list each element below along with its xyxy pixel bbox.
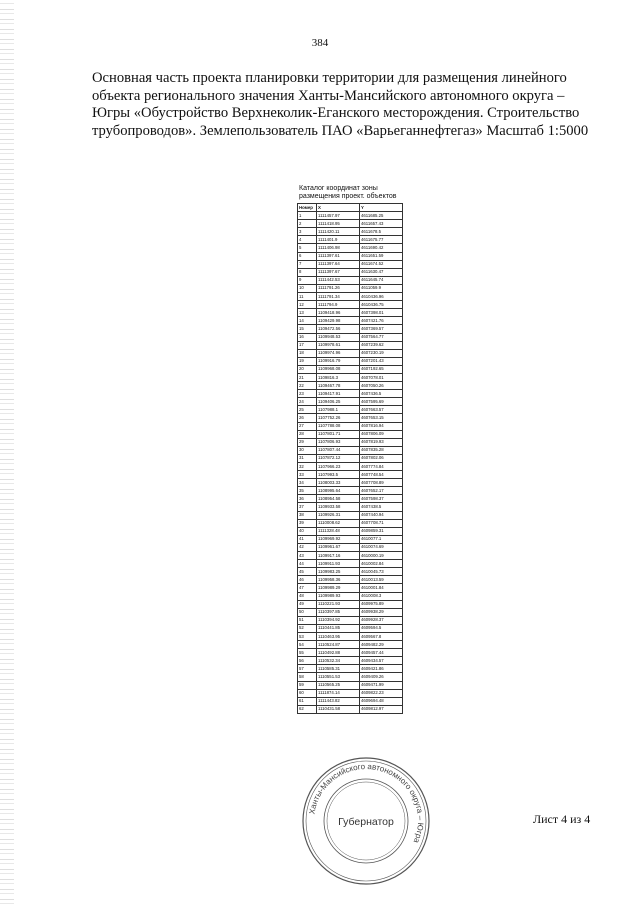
cell-number: 14 bbox=[298, 317, 317, 325]
cell-y: 4607564.77 bbox=[360, 333, 403, 341]
cell-number: 23 bbox=[298, 390, 317, 398]
table-row bbox=[298, 357, 403, 365]
cell-x: 1109418.96 bbox=[317, 309, 360, 317]
table-row bbox=[298, 463, 403, 471]
cell-number: 25 bbox=[298, 406, 317, 414]
sheet-number-label: Лист 4 из 4 bbox=[533, 812, 591, 826]
cell-x: 1109948.53 bbox=[317, 333, 360, 341]
table-row bbox=[298, 301, 403, 309]
cell-x: 1110394.92 bbox=[317, 616, 360, 624]
cell-number: 19 bbox=[298, 357, 317, 365]
cell-number: 30 bbox=[298, 446, 317, 454]
cell-y: 4611685.25 bbox=[360, 212, 403, 220]
cell-x: 1111397.64 bbox=[317, 260, 360, 268]
table-row bbox=[298, 608, 403, 616]
table-row bbox=[298, 616, 403, 624]
cell-y: 4610013.59 bbox=[360, 576, 403, 584]
table-row bbox=[298, 503, 403, 511]
table-row bbox=[298, 398, 403, 406]
cell-y: 4609482.29 bbox=[360, 641, 403, 649]
cell-y: 4609975.89 bbox=[360, 600, 403, 608]
cell-x: 1111791.34 bbox=[317, 293, 360, 301]
cell-number: 48 bbox=[298, 592, 317, 600]
cell-number: 55 bbox=[298, 649, 317, 657]
cell-x: 1109974.96 bbox=[317, 349, 360, 357]
cell-y: 4607421.76 bbox=[360, 317, 403, 325]
table-row bbox=[298, 600, 403, 608]
cell-number: 9 bbox=[298, 276, 317, 284]
scan-edge-artifact bbox=[0, 0, 14, 905]
coordinate-catalog bbox=[297, 185, 403, 714]
table-row bbox=[298, 406, 403, 414]
coordinates-table bbox=[297, 203, 403, 714]
table-row bbox=[298, 657, 403, 665]
cell-x: 1111406.98 bbox=[317, 244, 360, 252]
cell-x: 1108995.64 bbox=[317, 487, 360, 495]
table-row bbox=[298, 495, 403, 503]
cell-number: 38 bbox=[298, 511, 317, 519]
table-row bbox=[298, 649, 403, 657]
cell-x: 1109406.25 bbox=[317, 398, 360, 406]
cell-x: 1109989.93 bbox=[317, 592, 360, 600]
cell-x: 1107752.26 bbox=[317, 414, 360, 422]
cell-x: 1109472.56 bbox=[317, 325, 360, 333]
cell-y: 4610074.69 bbox=[360, 543, 403, 551]
cell-x: 1111794.9 bbox=[317, 301, 360, 309]
cell-x: 1109961.67 bbox=[317, 543, 360, 551]
cell-number: 29 bbox=[298, 438, 317, 446]
cell-y: 4610008.3 bbox=[360, 592, 403, 600]
cell-x: 1111401.9 bbox=[317, 236, 360, 244]
cell-x: 1109933.58 bbox=[317, 503, 360, 511]
cell-x: 1109978.61 bbox=[317, 341, 360, 349]
cell-number: 27 bbox=[298, 422, 317, 430]
table-row bbox=[298, 454, 403, 462]
cell-number: 46 bbox=[298, 576, 317, 584]
cell-y: 4607708.71 bbox=[360, 519, 403, 527]
column-header-x: X bbox=[317, 204, 360, 212]
cell-y: 4611645.74 bbox=[360, 276, 403, 284]
cell-y: 4607802.06 bbox=[360, 454, 403, 462]
cell-y: 4607595.69 bbox=[360, 398, 403, 406]
table-row bbox=[298, 252, 403, 260]
cell-y: 4609434.57 bbox=[360, 657, 403, 665]
cell-y: 4611657.43 bbox=[360, 220, 403, 228]
catalog-title-line-2: размещения проект. объектов bbox=[299, 193, 397, 200]
table-row bbox=[298, 552, 403, 560]
cell-y: 4607652.17 bbox=[360, 487, 403, 495]
page-number: 384 bbox=[311, 37, 329, 49]
table-row bbox=[298, 479, 403, 487]
table-row bbox=[298, 689, 403, 697]
cell-number: 1 bbox=[298, 212, 317, 220]
cell-number: 44 bbox=[298, 560, 317, 568]
cell-x: 1107966.23 bbox=[317, 463, 360, 471]
cell-number: 41 bbox=[298, 535, 317, 543]
cell-number: 24 bbox=[298, 398, 317, 406]
table-header-row bbox=[298, 204, 403, 212]
cell-y: 4611059.9 bbox=[360, 284, 403, 292]
cell-number: 40 bbox=[298, 527, 317, 535]
document-heading: Основная часть проекта планировки территории для размещения линейного объекта регионального значения Ханты-Мансийского автономного округа – Югры «Обустройство Верхнеколик-Еганского месторождения. Строительство трубопроводов». Землепользователь ПАО «Варьеганнефтегаз» Масштаб 1:5000 bbox=[92, 70, 589, 139]
table-row bbox=[298, 576, 403, 584]
cell-x: 1111457.97 bbox=[317, 212, 360, 220]
table-row bbox=[298, 341, 403, 349]
governor-seal-stamp bbox=[300, 755, 432, 887]
cell-y: 4610436.75 bbox=[360, 301, 403, 309]
table-row bbox=[298, 641, 403, 649]
cell-x: 1110397.85 bbox=[317, 608, 360, 616]
table-row bbox=[298, 293, 403, 301]
cell-number: 21 bbox=[298, 373, 317, 381]
cell-y: 4607438.5 bbox=[360, 503, 403, 511]
cell-number: 43 bbox=[298, 552, 317, 560]
cell-number: 5 bbox=[298, 244, 317, 252]
cell-x: 1111397.61 bbox=[317, 252, 360, 260]
cell-number: 56 bbox=[298, 657, 317, 665]
table-row bbox=[298, 697, 403, 705]
seal-center-text: Губернатор bbox=[338, 816, 394, 828]
cell-x: 1109983.25 bbox=[317, 568, 360, 576]
cell-y: 4610045.73 bbox=[360, 568, 403, 576]
coordinates-table-body bbox=[298, 212, 403, 714]
cell-x: 1110532.34 bbox=[317, 657, 360, 665]
cell-x: 1109417.91 bbox=[317, 390, 360, 398]
cell-y: 4607201.43 bbox=[360, 357, 403, 365]
cell-y: 4607806.09 bbox=[360, 430, 403, 438]
cell-y: 4609594.5 bbox=[360, 624, 403, 632]
cell-x: 1109958.36 bbox=[317, 576, 360, 584]
cell-number: 22 bbox=[298, 382, 317, 390]
cell-x: 1107806.93 bbox=[317, 438, 360, 446]
cell-number: 15 bbox=[298, 325, 317, 333]
table-row bbox=[298, 487, 403, 495]
cell-number: 33 bbox=[298, 471, 317, 479]
cell-y: 4609938.29 bbox=[360, 608, 403, 616]
cell-y: 4607440.94 bbox=[360, 511, 403, 519]
cell-y: 4607708.89 bbox=[360, 479, 403, 487]
cell-y: 4609471.99 bbox=[360, 681, 403, 689]
table-row bbox=[298, 317, 403, 325]
cell-number: 52 bbox=[298, 624, 317, 632]
column-header-y: Y bbox=[360, 204, 403, 212]
cell-x: 1110008.62 bbox=[317, 519, 360, 527]
cell-y: 4607663.57 bbox=[360, 406, 403, 414]
cell-x: 1110431.58 bbox=[317, 705, 360, 713]
cell-y: 4607598.37 bbox=[360, 495, 403, 503]
cell-number: 53 bbox=[298, 632, 317, 640]
table-row bbox=[298, 284, 403, 292]
table-row bbox=[298, 382, 403, 390]
cell-y: 4607239.62 bbox=[360, 341, 403, 349]
table-row bbox=[298, 438, 403, 446]
cell-y: 4607230.19 bbox=[360, 349, 403, 357]
cell-number: 2 bbox=[298, 220, 317, 228]
cell-number: 62 bbox=[298, 705, 317, 713]
cell-y: 4611690.42 bbox=[360, 244, 403, 252]
cell-y: 4610002.84 bbox=[360, 560, 403, 568]
cell-x: 1110551.53 bbox=[317, 673, 360, 681]
cell-y: 4607835.28 bbox=[360, 446, 403, 454]
cell-number: 51 bbox=[298, 616, 317, 624]
cell-number: 37 bbox=[298, 503, 317, 511]
table-row bbox=[298, 212, 403, 220]
cell-x: 1109969.92 bbox=[317, 535, 360, 543]
cell-x: 1109911.93 bbox=[317, 560, 360, 568]
table-row bbox=[298, 535, 403, 543]
table-row bbox=[298, 349, 403, 357]
cell-y: 4607078.01 bbox=[360, 373, 403, 381]
cell-number: 12 bbox=[298, 301, 317, 309]
cell-number: 61 bbox=[298, 697, 317, 705]
cell-number: 4 bbox=[298, 236, 317, 244]
cell-y: 4609567.8 bbox=[360, 632, 403, 640]
cell-x: 1109989.29 bbox=[317, 584, 360, 592]
table-row bbox=[298, 705, 403, 713]
table-row bbox=[298, 446, 403, 454]
table-row bbox=[298, 632, 403, 640]
table-row bbox=[298, 325, 403, 333]
table-row bbox=[298, 527, 403, 535]
catalog-title-line-1: Каталог координат зоны bbox=[299, 185, 378, 192]
cell-y: 4611651.59 bbox=[360, 252, 403, 260]
table-row bbox=[298, 673, 403, 681]
cell-y: 4611678.5 bbox=[360, 228, 403, 236]
cell-number: 50 bbox=[298, 608, 317, 616]
table-row bbox=[298, 309, 403, 317]
table-row bbox=[298, 390, 403, 398]
table-row bbox=[298, 681, 403, 689]
cell-number: 59 bbox=[298, 681, 317, 689]
cell-y: 4609928.37 bbox=[360, 616, 403, 624]
cell-number: 39 bbox=[298, 519, 317, 527]
cell-x: 1111442.53 bbox=[317, 276, 360, 284]
cell-number: 58 bbox=[298, 673, 317, 681]
cell-y: 4610077.1 bbox=[360, 535, 403, 543]
table-row bbox=[298, 471, 403, 479]
table-row bbox=[298, 568, 403, 576]
table-row bbox=[298, 584, 403, 592]
cell-number: 6 bbox=[298, 252, 317, 260]
cell-y: 4607819.93 bbox=[360, 438, 403, 446]
cell-y: 4607653.15 bbox=[360, 414, 403, 422]
cell-x: 1109916.79 bbox=[317, 357, 360, 365]
cell-number: 36 bbox=[298, 495, 317, 503]
cell-number: 26 bbox=[298, 414, 317, 422]
cell-number: 7 bbox=[298, 260, 317, 268]
cell-number: 60 bbox=[298, 689, 317, 697]
cell-x: 1109917.16 bbox=[317, 552, 360, 560]
cell-x: 1110585.31 bbox=[317, 665, 360, 673]
table-row bbox=[298, 665, 403, 673]
cell-number: 20 bbox=[298, 365, 317, 373]
cell-x: 1108003.33 bbox=[317, 479, 360, 487]
cell-x: 1109429.98 bbox=[317, 317, 360, 325]
cell-number: 11 bbox=[298, 293, 317, 301]
cell-number: 3 bbox=[298, 228, 317, 236]
cell-x: 1107788.08 bbox=[317, 422, 360, 430]
cell-y: 4607192.65 bbox=[360, 365, 403, 373]
table-row bbox=[298, 220, 403, 228]
cell-y: 4609457.44 bbox=[360, 649, 403, 657]
cell-number: 47 bbox=[298, 584, 317, 592]
cell-y: 4607369.57 bbox=[360, 325, 403, 333]
cell-y: 4610001.84 bbox=[360, 584, 403, 592]
cell-x: 1111418.95 bbox=[317, 220, 360, 228]
cell-y: 4611674.52 bbox=[360, 260, 403, 268]
cell-x: 1111397.67 bbox=[317, 268, 360, 276]
table-row bbox=[298, 276, 403, 284]
cell-number: 54 bbox=[298, 641, 317, 649]
cell-number: 10 bbox=[298, 284, 317, 292]
cell-number: 28 bbox=[298, 430, 317, 438]
cell-x: 1110565.25 bbox=[317, 681, 360, 689]
cell-number: 31 bbox=[298, 454, 317, 462]
cell-x: 1109467.78 bbox=[317, 382, 360, 390]
cell-x: 1110441.85 bbox=[317, 624, 360, 632]
cell-number: 17 bbox=[298, 341, 317, 349]
cell-y: 4607398.01 bbox=[360, 309, 403, 317]
catalog-title bbox=[299, 185, 403, 201]
cell-y: 4607774.84 bbox=[360, 463, 403, 471]
cell-y: 4607050.26 bbox=[360, 382, 403, 390]
cell-x: 1110221.93 bbox=[317, 600, 360, 608]
cell-number: 42 bbox=[298, 543, 317, 551]
cell-x: 1111874.14 bbox=[317, 689, 360, 697]
cell-x: 1107801.71 bbox=[317, 430, 360, 438]
table-row bbox=[298, 260, 403, 268]
cell-y: 4609694.48 bbox=[360, 697, 403, 705]
table-row bbox=[298, 511, 403, 519]
table-row bbox=[298, 543, 403, 551]
cell-number: 32 bbox=[298, 463, 317, 471]
table-row bbox=[298, 228, 403, 236]
cell-x: 1107988.1 bbox=[317, 406, 360, 414]
table-row bbox=[298, 430, 403, 438]
table-row bbox=[298, 624, 403, 632]
table-row bbox=[298, 365, 403, 373]
cell-y: 4607816.94 bbox=[360, 422, 403, 430]
cell-number: 49 bbox=[298, 600, 317, 608]
table-row bbox=[298, 519, 403, 527]
cell-y: 4609822.23 bbox=[360, 689, 403, 697]
cell-number: 34 bbox=[298, 479, 317, 487]
table-row bbox=[298, 268, 403, 276]
cell-y: 4611675.77 bbox=[360, 236, 403, 244]
cell-y: 4609859.31 bbox=[360, 527, 403, 535]
cell-y: 4609812.97 bbox=[360, 705, 403, 713]
cell-y: 4610436.96 bbox=[360, 293, 403, 301]
cell-number: 35 bbox=[298, 487, 317, 495]
table-row bbox=[298, 422, 403, 430]
cell-x: 1107993.5 bbox=[317, 471, 360, 479]
table-row bbox=[298, 414, 403, 422]
cell-y: 4609409.26 bbox=[360, 673, 403, 681]
column-header-number: Номер bbox=[298, 204, 317, 212]
cell-number: 57 bbox=[298, 665, 317, 673]
cell-x: 1108954.58 bbox=[317, 495, 360, 503]
cell-y: 4611630.47 bbox=[360, 268, 403, 276]
cell-x: 1107872.12 bbox=[317, 454, 360, 462]
cell-number: 13 bbox=[298, 309, 317, 317]
cell-number: 8 bbox=[298, 268, 317, 276]
seal-ring-text: Ханты-Мансийского автономного округа – Югра bbox=[307, 761, 426, 845]
cell-y: 4607436.5 bbox=[360, 390, 403, 398]
cell-x: 1110524.87 bbox=[317, 641, 360, 649]
cell-x: 1110492.88 bbox=[317, 649, 360, 657]
cell-x: 1111443.82 bbox=[317, 697, 360, 705]
cell-x: 1107807.44 bbox=[317, 446, 360, 454]
table-row bbox=[298, 333, 403, 341]
table-row bbox=[298, 592, 403, 600]
table-row bbox=[298, 373, 403, 381]
cell-number: 18 bbox=[298, 349, 317, 357]
cell-y: 4607748.54 bbox=[360, 471, 403, 479]
table-row bbox=[298, 560, 403, 568]
cell-x: 1111328.48 bbox=[317, 527, 360, 535]
cell-number: 45 bbox=[298, 568, 317, 576]
cell-x: 1111791.26 bbox=[317, 284, 360, 292]
cell-y: 4610000.19 bbox=[360, 552, 403, 560]
table-row bbox=[298, 236, 403, 244]
cell-number: 16 bbox=[298, 333, 317, 341]
cell-y: 4609421.86 bbox=[360, 665, 403, 673]
cell-x: 1109926.31 bbox=[317, 511, 360, 519]
table-row bbox=[298, 244, 403, 252]
cell-x: 1111420.11 bbox=[317, 228, 360, 236]
cell-x: 1109816.3 bbox=[317, 373, 360, 381]
cell-x: 1109968.08 bbox=[317, 365, 360, 373]
cell-x: 1110463.95 bbox=[317, 632, 360, 640]
